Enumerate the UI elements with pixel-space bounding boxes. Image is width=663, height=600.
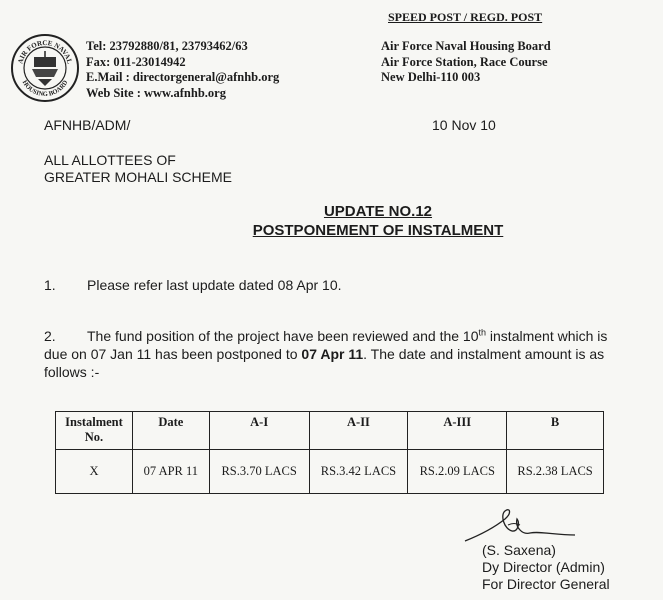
cell-a2-amount: RS.3.42 LACS — [309, 450, 408, 494]
table-header-row — [56, 412, 604, 450]
address-line-2: Air Force Station, Race Course — [381, 54, 548, 69]
paragraph-2-text-b: instalment which is due on 07 Jan 11 has been postponed to — [44, 328, 608, 362]
signatory-name: (S. Saxena) — [482, 542, 556, 558]
addressee-line-1: ALL ALLOTTEES OF — [44, 152, 176, 168]
dispatch-mode: SPEED POST / REGD. POST — [388, 10, 543, 24]
header-a1: A-I — [209, 412, 309, 450]
email: E.Mail : directorgeneral@afnhb.org — [86, 70, 280, 84]
sender-address — [381, 39, 551, 86]
header-a2: A-II — [309, 412, 408, 450]
address-line-1: Air Force Naval Housing Board — [381, 39, 551, 53]
paragraph-1 — [44, 277, 342, 293]
handwritten-signature — [460, 505, 580, 545]
address-line-3: New Delhi-110 003 — [381, 70, 481, 84]
signatory-on-behalf: For Director General — [482, 576, 610, 592]
cell-a3-amount: RS.2.09 LACS — [408, 450, 507, 494]
addressee — [44, 152, 232, 186]
letter-date: 10 Nov 10 — [432, 117, 496, 133]
afnhb-logo — [10, 33, 80, 103]
paragraph-1-text: Please refer last update dated 08 Apr 10. — [87, 277, 342, 293]
paragraph-1-number: 1. — [44, 277, 56, 293]
update-title: UPDATE NO.12 — [323, 203, 433, 220]
ordinal-suffix: th — [478, 327, 487, 338]
header-instalment-no: Instalment No. — [56, 412, 133, 450]
signatory-designation: Dy Director (Admin) — [482, 559, 605, 575]
cell-b-amount: RS.2.38 LACS — [507, 450, 604, 494]
subject-title: POSTPONEMENT OF INSTALMENT — [252, 222, 504, 239]
logo-bottom-text: HOUSING BOARD — [20, 79, 70, 99]
website: Web Site : www.afnhb.org — [86, 85, 226, 100]
signature-block — [482, 542, 610, 593]
cell-instalment-no: X — [56, 450, 133, 494]
logo-top-text: AIR FORCE NAVAL — [16, 38, 74, 65]
paragraph-2-text-a: The fund position of the project have been reviewed and the 10 — [87, 328, 479, 344]
new-due-date: 07 Apr 11 — [301, 346, 364, 362]
reference-number: AFNHB/ADM/ — [44, 117, 131, 133]
telephone: Tel: 23792880/81, 23793462/63 — [86, 39, 248, 53]
paragraph-2-text-c: . The date and instalment amount is as follows :- — [44, 346, 605, 380]
cell-a1-amount: RS.3.70 LACS — [209, 450, 309, 494]
header-a3: A-III — [408, 412, 507, 450]
contact-block — [86, 39, 279, 101]
table-row — [56, 450, 604, 494]
fax: Fax: 011-23014942 — [86, 54, 186, 69]
cell-date: 07 APR 11 — [132, 450, 209, 494]
header-date: Date — [132, 412, 209, 450]
addressee-line-2: GREATER MOHALI SCHEME — [44, 169, 232, 185]
paragraph-2 — [44, 327, 634, 381]
instalment-table — [55, 411, 604, 494]
header-b: B — [507, 412, 604, 450]
paragraph-2-number: 2. — [44, 328, 56, 344]
